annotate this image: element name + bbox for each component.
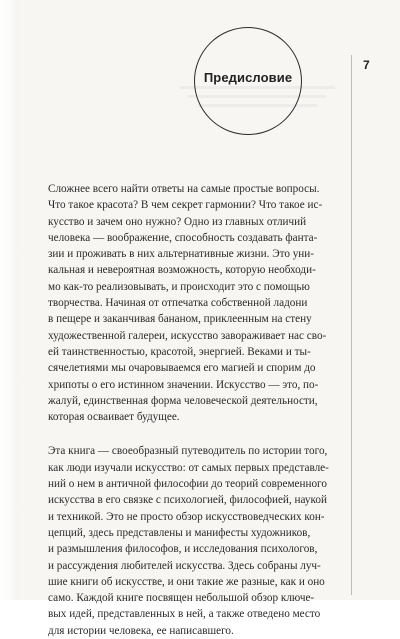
page-edge — [0, 0, 18, 600]
text-line: мо как-то реализовывать, и происходит это с помощью — [48, 280, 310, 293]
text-line: как люди изучали искусство: от самых первых представле- — [48, 461, 329, 474]
text-line: художественной галереи, искусство завораживает нас сво- — [48, 329, 327, 342]
paragraph-2 — [48, 443, 342, 639]
text-line: искусства в его связке с психологией, философией, наукой — [48, 494, 327, 507]
text-line: хрипоты о его истинном значении. Искусство — это, по- — [48, 378, 319, 391]
text-line: цепций, здесь представлены и манифесты художников, — [48, 526, 311, 539]
text-line: зии и проживать в них альтернативные жизни. Это уни- — [48, 248, 315, 261]
text-line: которая осваивает будущее. — [48, 411, 180, 424]
page-title: Предисловие — [203, 70, 293, 85]
text-line: и рассуждения любителей искусства. Здесь собраны луч- — [48, 559, 321, 572]
page-number: 7 — [363, 58, 370, 72]
text-line: ей таинственностью, красотой, энергией. Веками и ты- — [48, 345, 311, 358]
text-line: Эта книга — своеобразный путеводитель по истории того, — [48, 445, 328, 458]
text-line: и техникой. Это не просто обзор искусствоведческих кон- — [48, 510, 325, 523]
right-margin-rule — [351, 55, 352, 595]
text-line: шие книги об искусстве, и они такие же разные, как и оно — [48, 575, 325, 588]
paragraph-1 — [48, 181, 342, 425]
text-line: сячелетиями мы очаровываемся его магией и спорим до — [48, 362, 316, 375]
text-line: в пещере и заканчивая бананом, приклеенным на стену — [48, 313, 312, 326]
text-line: человека — воображение, способность создавать фанта- — [48, 231, 318, 244]
text-line: жалуй, единственная форма человеческой деятельности, — [48, 394, 318, 407]
text-line: Что такое красота? В чем секрет гармонии? Что такое ис- — [48, 199, 323, 212]
text-line: вых идей, представленных в ней, а также отведено место — [48, 608, 321, 621]
text-line: ний о нем в античной философии до теорий современного — [48, 478, 327, 491]
text-line: кальная и невероятная возможность, которую необходи- — [48, 264, 316, 277]
text-line: для истории человека, ее написавшего. — [48, 624, 234, 637]
text-line: и размышления философов, и исследования психологов, — [48, 543, 318, 556]
text-line: Сложнее всего найти ответы на самые простые вопросы. — [48, 183, 320, 195]
main-text — [48, 181, 342, 639]
text-line: само. Каждой книге посвящен небольшой обзор ключе- — [48, 592, 315, 605]
text-line: творчества. Начиная от отпечатка собственной ладони — [48, 297, 308, 310]
text-line: кусство и зачем оно нужно? Одно из главных отличий — [48, 215, 307, 228]
